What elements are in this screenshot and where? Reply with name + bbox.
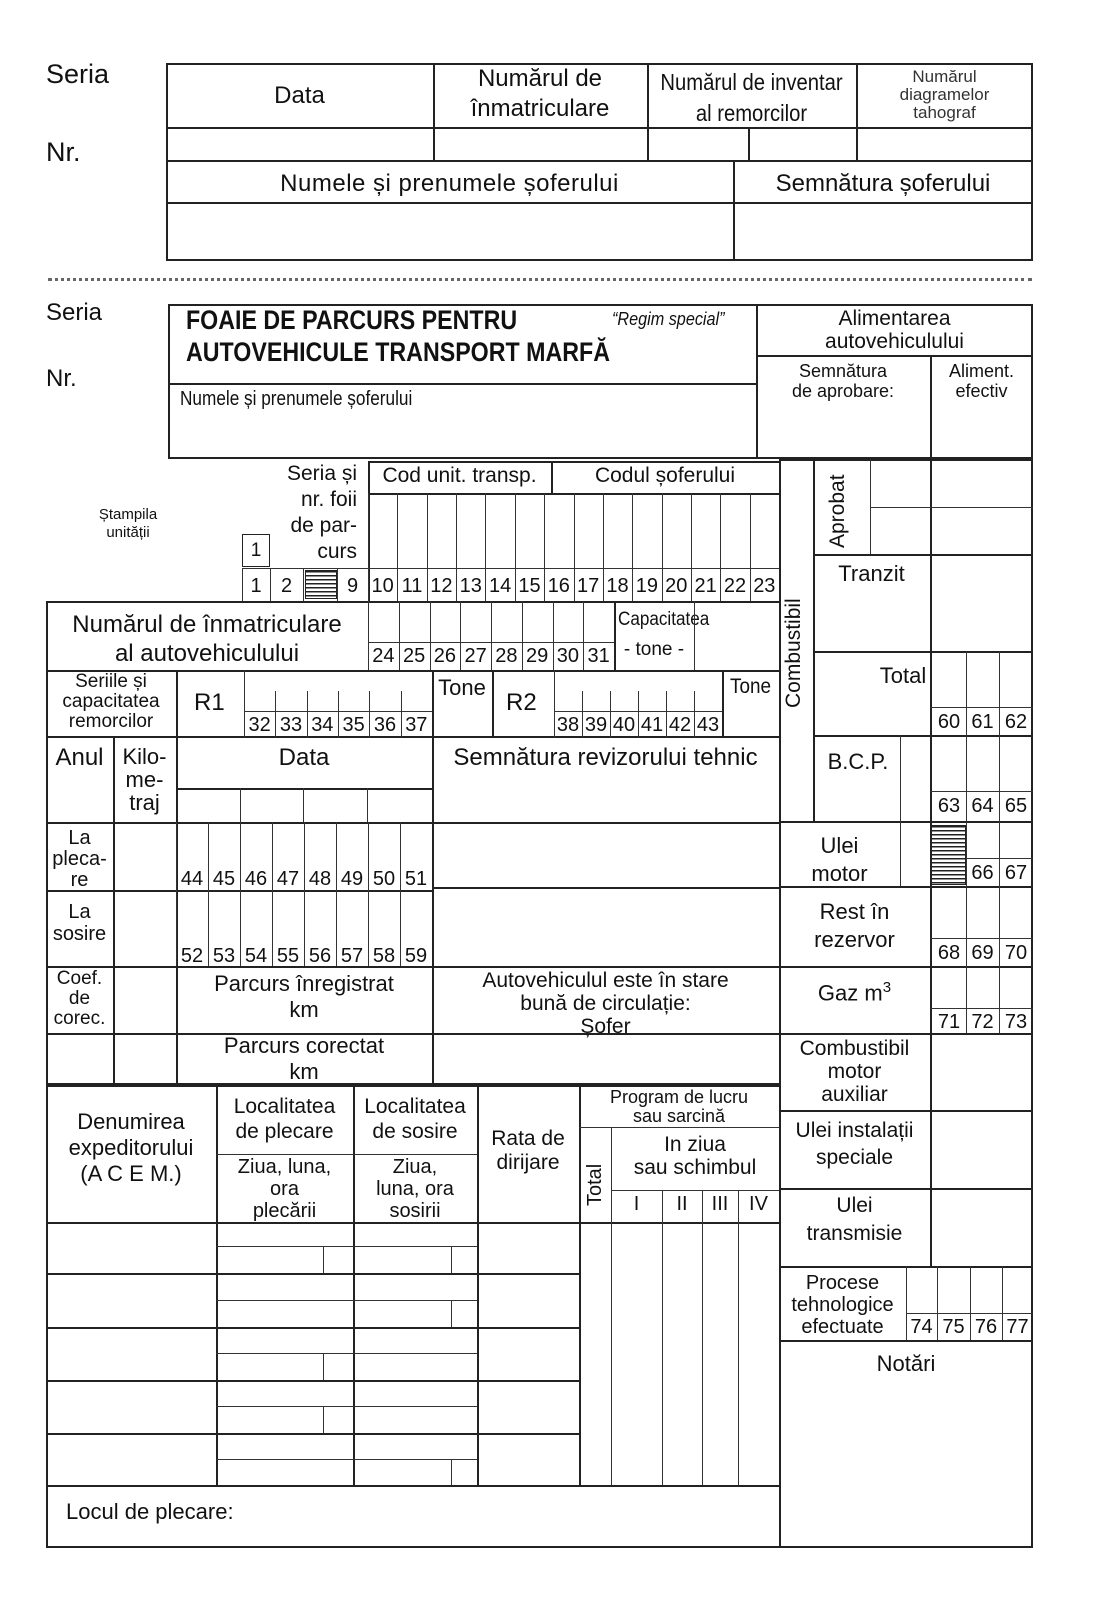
code-num: 23 xyxy=(753,575,776,597)
code-num: 13 xyxy=(459,575,482,597)
plecare-num: 45 xyxy=(212,868,236,890)
coef-label: corec. xyxy=(53,1008,106,1029)
hatched-cell xyxy=(305,570,337,599)
r2-num: 41 xyxy=(640,714,664,736)
la-plecare-label: re xyxy=(70,869,89,891)
r2-num: 43 xyxy=(696,714,720,736)
autovehiculului-label: autovehiculului xyxy=(825,330,964,353)
rest-num: 68 xyxy=(937,942,961,964)
sosire-num: 59 xyxy=(404,945,428,967)
procese-num: 74 xyxy=(910,1316,933,1338)
remorcilor-label: remorcilor xyxy=(68,711,154,732)
rest-num: 69 xyxy=(971,942,994,964)
procese-num: 77 xyxy=(1006,1316,1029,1338)
acem-label: (A C E M.) xyxy=(80,1161,182,1186)
vehicle-num: 26 xyxy=(433,645,456,667)
sosire-num: 53 xyxy=(212,945,236,967)
locul-plecare-label: Locul de plecare: xyxy=(66,1499,234,1524)
total-num: 61 xyxy=(971,711,994,733)
notari-label: Notări xyxy=(876,1351,936,1376)
stub-nr-label: Nr. xyxy=(46,137,81,167)
anul-label: Anul xyxy=(55,744,104,771)
nr-foii-label: nr. foii xyxy=(300,488,357,511)
rata-dirijare-label: Rata de xyxy=(491,1127,565,1150)
r1-num: 35 xyxy=(342,714,365,736)
efectiv-label: efectiv xyxy=(955,381,1008,401)
tone-unit-label: - tone - xyxy=(623,639,685,660)
r1-tone-label: Tone xyxy=(438,675,486,700)
r2-tone-label: Tone xyxy=(729,675,771,698)
parcurs-inregistrat-km: km xyxy=(289,997,319,1022)
comb-auxiliar-label: Combustibil xyxy=(799,1037,910,1060)
code-num: 19 xyxy=(635,575,658,597)
rata-dirijare-label: dirijare xyxy=(496,1151,560,1174)
rest-rezervor-label: Rest în xyxy=(819,899,890,924)
alimentarea-label: Alimentarea xyxy=(838,307,951,330)
code-num: 18 xyxy=(606,575,629,597)
r2-label: R2 xyxy=(506,689,537,716)
code-num: 21 xyxy=(694,575,717,597)
ziua-sosirii-label: sosirii xyxy=(389,1200,441,1222)
driver-name-label: Numele și prenumele șoferului xyxy=(180,388,413,410)
stub-driver-name-header: Numele și prenumele șoferului xyxy=(280,170,619,197)
code-num: 10 xyxy=(371,575,394,597)
capacitatea-rem-label: capacitatea xyxy=(62,691,160,712)
plecare-num: 46 xyxy=(244,868,268,890)
expeditorului-label: expeditorului xyxy=(68,1135,194,1160)
gaz-num: 73 xyxy=(1004,1011,1028,1033)
form-title-line2: AUTOVEHICULE TRANSPORT MARFĂ xyxy=(186,337,610,367)
tranzit-label: Tranzit xyxy=(838,561,905,586)
procese-label: Procese xyxy=(805,1272,880,1294)
stub-numarul-diag: Numărul xyxy=(912,67,977,86)
total-num: 62 xyxy=(1004,711,1028,733)
ulei-transmisie-label: transmisie xyxy=(806,1222,903,1245)
seria-box-label: 1 xyxy=(250,540,262,561)
header-nr-label: Nr. xyxy=(46,365,77,392)
plecare-num: 49 xyxy=(340,868,364,890)
r1-num: 33 xyxy=(279,714,303,736)
total-program-label: Total xyxy=(584,1163,606,1206)
r1-label: R1 xyxy=(194,689,225,716)
r1-num: 34 xyxy=(311,714,334,736)
stub-diagramelor: diagramelor xyxy=(899,85,990,104)
parcurs-corectat-label: Parcurs corectat xyxy=(223,1033,385,1058)
seria-si-label: Seria și xyxy=(286,462,357,485)
gaz-num: 72 xyxy=(971,1011,994,1033)
de-aprobare-label: de aprobare: xyxy=(791,381,895,401)
r2-num: 42 xyxy=(668,714,692,736)
aliment-efectiv-label: Aliment. xyxy=(948,361,1015,381)
parcurs-inregistrat-label: Parcurs înregistrat xyxy=(214,971,394,996)
vehicle-num: 27 xyxy=(464,645,487,667)
ulei-transmisie-label: Ulei xyxy=(836,1194,873,1217)
plecare-num: 50 xyxy=(372,868,396,890)
r1-num: 36 xyxy=(373,714,397,736)
perforation-line xyxy=(48,278,1032,281)
sosire-num: 54 xyxy=(244,945,268,967)
code-num: 15 xyxy=(518,575,541,597)
code-num: 9 xyxy=(346,575,359,597)
nr-inmatriculare-label: Numărul de înmatriculare xyxy=(72,611,342,638)
r2-num: 39 xyxy=(584,714,608,736)
plecare-num: 44 xyxy=(180,868,204,890)
in-ziua-label: In ziua xyxy=(664,1133,726,1156)
ziua-plecarii-label: plecării xyxy=(252,1200,317,1222)
r2-num: 40 xyxy=(612,714,636,736)
ziua-plecarii-label: Ziua, luna, xyxy=(237,1156,332,1178)
bcp-label: B.C.P. xyxy=(827,749,889,774)
code-num: 12 xyxy=(430,575,453,597)
kilometraj-label: me- xyxy=(125,767,164,792)
vehicle-num: 31 xyxy=(587,645,610,667)
plecare-num: 47 xyxy=(276,868,300,890)
form-title-line1: FOAIE DE PARCURS PENTRU xyxy=(186,305,518,335)
bcp-num: 64 xyxy=(971,795,994,817)
schimb-iv: IV xyxy=(749,1193,768,1215)
schimb-iii: III xyxy=(711,1193,729,1215)
loc-plecare-label: Localitatea xyxy=(233,1095,336,1118)
stampila-label: Ștampila xyxy=(98,506,158,523)
ulei-num: 66 xyxy=(971,862,994,884)
rest-num: 70 xyxy=(1004,942,1028,964)
loc-plecare-label: de plecare xyxy=(235,1120,334,1143)
cod-unit-transp-label: Cod unit. transp. xyxy=(382,464,537,487)
al-autovehiculului-label: al autovehiculului xyxy=(114,640,300,667)
sosire-num: 55 xyxy=(276,945,300,967)
schimb-ii: II xyxy=(676,1193,688,1215)
seriile-label: Seriile și xyxy=(75,671,147,692)
r1-num: 37 xyxy=(405,714,428,736)
capacitatea-label: Capacitatea xyxy=(618,609,710,630)
ulei-motor-label: Ulei xyxy=(820,833,859,858)
unitatii-label: unității xyxy=(106,524,150,541)
stub-inmatriculare-header: înmatriculare xyxy=(470,95,610,122)
stare-buna-label: bună de circulație: xyxy=(520,992,691,1015)
procese-label: tehnologice xyxy=(791,1294,894,1316)
procese-num: 75 xyxy=(942,1316,965,1338)
regim-special-label: “Regim special” xyxy=(612,309,725,329)
data-km-label: Data xyxy=(278,744,330,771)
sosire-num: 56 xyxy=(308,945,332,967)
stub-inventar-header: Numărul de inventar xyxy=(660,69,843,95)
code-num: 16 xyxy=(547,575,570,597)
code-num: 17 xyxy=(577,575,600,597)
ulei-instalatii-label: speciale xyxy=(815,1146,894,1169)
code-num: 20 xyxy=(665,575,688,597)
sosire-num: 57 xyxy=(340,945,364,967)
sosire-num: 58 xyxy=(372,945,396,967)
total-num: 60 xyxy=(937,711,961,733)
sosire-num: 52 xyxy=(180,945,204,967)
ulei-num: 67 xyxy=(1004,862,1028,884)
vehicle-num: 24 xyxy=(372,645,395,667)
ziua-sosirii-label: luna, ora xyxy=(376,1178,454,1200)
ulei-instalatii-label: Ulei instalații xyxy=(795,1119,914,1142)
sau-schimbul-label: sau schimbul xyxy=(633,1156,757,1179)
loc-sosire-label: Localitatea xyxy=(364,1095,466,1118)
la-sosire-label: sosire xyxy=(52,923,107,945)
comb-auxiliar-label: auxiliar xyxy=(821,1083,888,1106)
code-num: 11 xyxy=(401,575,423,597)
plecare-num: 51 xyxy=(404,868,428,890)
vehicle-num: 28 xyxy=(495,645,518,667)
stub-remorcilor-header: al remorcilor xyxy=(695,100,808,126)
program-lucru-label: Program de lucru xyxy=(609,1087,749,1107)
bcp-num: 63 xyxy=(937,795,961,817)
semnatura-aprobare-label: Semnătura xyxy=(798,361,888,381)
sau-sarcina-label: sau sarcină xyxy=(632,1106,726,1126)
code-num: 22 xyxy=(723,575,747,597)
bcp-num: 65 xyxy=(1004,795,1028,817)
gaz-num: 71 xyxy=(937,1011,961,1033)
total-label: Total xyxy=(879,663,927,688)
denumirea-label: Denumirea xyxy=(77,1109,185,1134)
vehicle-num: 30 xyxy=(556,645,579,667)
stub-driver-signature-header: Semnătura șoferului xyxy=(775,170,991,197)
code-num: 14 xyxy=(488,575,512,597)
comb-auxiliar-label: motor xyxy=(827,1060,882,1083)
header-seria-label: Seria xyxy=(46,299,103,326)
stub-seria-label: Seria xyxy=(46,59,110,89)
vehicle-num: 29 xyxy=(526,645,549,667)
code-num: 1 xyxy=(250,575,262,597)
hatched-cell xyxy=(931,825,966,885)
kilometraj-label: Kilo- xyxy=(122,744,167,769)
stub-numarul-header: Numărul de xyxy=(477,65,603,92)
procese-label: efectuate xyxy=(801,1316,884,1338)
aprobat-label: Aprobat xyxy=(826,474,849,548)
ulei-motor-label: motor xyxy=(811,861,868,886)
codul-soferului-label: Codul șoferului xyxy=(594,464,736,487)
r2-num: 38 xyxy=(556,714,580,736)
procese-num: 76 xyxy=(974,1316,998,1338)
coef-label: de xyxy=(68,988,91,1009)
ziua-sosirii-label: Ziua, xyxy=(392,1156,438,1178)
rest-rezervor-label: rezervor xyxy=(814,927,895,952)
kilometraj-label: traj xyxy=(129,790,160,815)
semnatura-revizor-label: Semnătura revizorului tehnic xyxy=(453,744,758,771)
stub-tahograf: tahograf xyxy=(913,103,976,122)
stare-buna-label: Autovehiculul este în stare xyxy=(482,969,729,992)
vehicle-num: 25 xyxy=(403,645,426,667)
ziua-plecarii-label: ora xyxy=(270,1178,299,1200)
la-plecare-label: pleca- xyxy=(52,848,107,870)
stub-data-header: Data xyxy=(274,82,325,109)
r1-num: 32 xyxy=(248,714,271,736)
la-sosire-label: La xyxy=(68,901,91,923)
combustibil-label: Combustibil xyxy=(782,598,805,708)
de-par-label: de par- xyxy=(290,514,357,537)
sofer-label: Șofer xyxy=(580,1015,631,1038)
loc-sosire-label: de sosire xyxy=(372,1120,458,1143)
la-plecare-label: La xyxy=(68,827,91,849)
gaz-label: Gaz $m^3$ xyxy=(817,979,892,1006)
parcurs-corectat-km: km xyxy=(289,1059,319,1084)
coef-label: Coef. xyxy=(56,968,103,989)
plecare-num: 48 xyxy=(308,868,332,890)
code-num: 2 xyxy=(280,575,293,597)
curs-label: curs xyxy=(317,540,357,563)
schimb-i: I xyxy=(633,1193,640,1215)
